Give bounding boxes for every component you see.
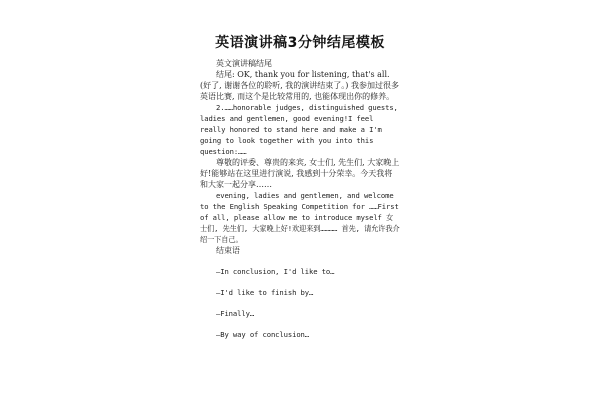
paragraph-1: 结尾: OK, thank you for listening, that's all. (好了, 谢谢各位的聆听, 我的演讲结束了。) 我参加过很多英语比赛, 而这个是比较常用的, 也能体现出你的修养。 bbox=[200, 70, 399, 101]
paragraph-2: 2.……honorable judges, distinguished guests, ladies and gentlemen, good evening!I feel really honored to stand here and make a I'm going to look together with you into this question:…… bbox=[200, 103, 398, 156]
closing-heading: 结束语 bbox=[216, 246, 240, 255]
closing-item: —Finally… bbox=[216, 309, 255, 318]
section-heading: 英文演讲稿结尾 bbox=[216, 59, 272, 68]
paragraph-3: 尊敬的评委、尊贵的来宾, 女士们, 先生们, 大家晚上好!能够站在这里进行演说, 我感到十分荣幸。今天我将和大家一起分享…… bbox=[200, 158, 400, 189]
closing-item: —By way of conclusion… bbox=[216, 330, 309, 339]
document-body bbox=[200, 58, 400, 340]
closing-list bbox=[200, 266, 400, 340]
closing-item: —In conclusion, I'd like to… bbox=[216, 267, 335, 276]
paragraph-4: evening, ladies and gentlemen, and welcome to the English Speaking Competition for ……First of all, please allow me to introduce myself 女士们, 先生们, 大家晚上好!欢迎来到………… 首先, 请允许我介绍一下自己。 bbox=[200, 191, 400, 244]
document-title: 英语演讲稿3分钟结尾模板 bbox=[215, 35, 385, 51]
closing-item: —I'd like to finish by… bbox=[216, 288, 314, 297]
